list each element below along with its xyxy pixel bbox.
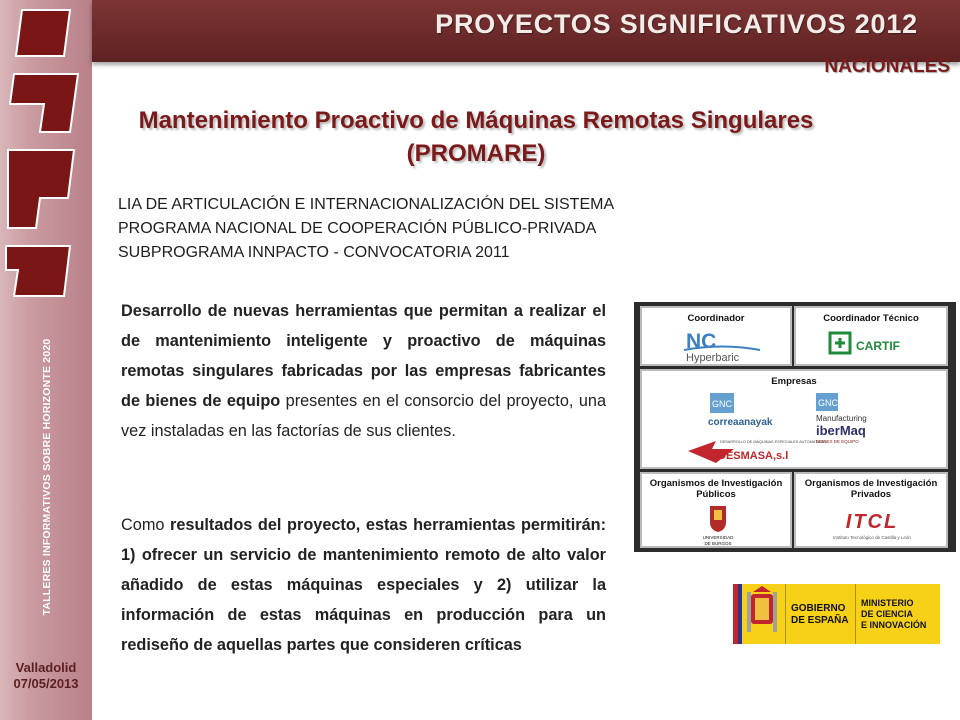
header-title: PROYECTOS SIGNIFICATIVOS 2012 [435, 9, 918, 39]
svg-text:NC: NC [686, 330, 717, 353]
public-name-1: UNIVERSIDAD [702, 535, 734, 540]
public-research-box [640, 472, 792, 548]
ubu-crest-icon [700, 504, 736, 546]
project-title-line1: Mantenimiento Proactivo de Máquinas Remotas Singulares [138, 107, 814, 134]
ibermaq-logo [812, 393, 912, 445]
government-logo [733, 584, 940, 644]
ministry-line-1: MINISTERIO [861, 598, 914, 608]
description-bold: resultados del proyecto, estas herramientas permitirán: 1) ofrecer un servicio de mantenimiento remoto de alto valor añadido de estas máquinas especiales y 2) utilizar la información de estas máquinas en producción para un rediseño de aquellas partes que consideren críticas [121, 516, 606, 654]
private-sub: Instituto Tecnológico de Castilla y León [833, 535, 911, 540]
private-label-2: Privados [850, 489, 892, 500]
coordinator-box [640, 306, 792, 366]
company-ibermaq-top: Manufacturing [816, 414, 867, 423]
sidebar-band [0, 0, 92, 720]
itcl-logo [822, 506, 922, 546]
private-name: ITCL [845, 511, 899, 533]
company-ibermaq: iberMaq [816, 423, 866, 438]
ministry-line-2: DE CIENCIA [861, 609, 914, 619]
private-label-1: Organismos de Investigación [804, 478, 938, 489]
consortium-panel [634, 302, 956, 552]
company-correaanayak: correaanayak [708, 417, 773, 428]
place-label: Valladolid [15, 660, 77, 675]
sidebar-tagline-wrap [12, 322, 82, 632]
gnc-label: GNC [818, 398, 838, 408]
tech-coordinator-name: CARTIF [856, 339, 900, 353]
ministry-line-3: E INNOVACIÓN [861, 620, 927, 630]
companies-box [640, 369, 948, 469]
private-research-box [794, 472, 948, 548]
companies-label: Empresas [771, 376, 817, 387]
public-name-2: DE BURGOS [704, 541, 732, 546]
coordinator-name: Hyperbaric [686, 352, 740, 364]
program-line: LIA DE ARTICULACIÓN E INTERNACIONALIZACIÓN DEL SISTEMA [118, 196, 615, 213]
public-label-1: Organismos de Investigación [649, 478, 783, 489]
gov-line-2: DE ESPAÑA [791, 615, 849, 626]
description-bold: Desarrollo de nuevas herramientas que permitan a realizar el de mantenimiento inteligente y proactivo de máquinas remotas singulares fabricadas por las empresas fabricantes de bienes de equipo [121, 302, 606, 410]
date-label: 07/05/2013 [13, 676, 79, 691]
cartif-logo [826, 328, 926, 362]
project-title [92, 104, 860, 170]
company-desmasa-tag: DESARROLLO DE MÁQUINAS ESPECIALES AUTOMÁTICAS [720, 440, 827, 444]
gov-line-1: GOBIERNO [791, 603, 846, 614]
correaanayak-logo [702, 393, 782, 431]
program-line: SUBPROGRAMA INNPACTO - CONVOCATORIA 2011 [118, 244, 510, 261]
project-title-line2: (PROMARE) [406, 140, 546, 167]
description-paragraph-2 [121, 510, 606, 660]
company-desmasa: DESMASA,s.l [718, 450, 789, 462]
desmasa-logo [686, 435, 827, 467]
company-ibermaq-tag: BIENES DE EQUIPO [816, 439, 859, 444]
program-info [118, 193, 798, 265]
place-date [0, 660, 92, 692]
gnc-label: GNC [712, 399, 732, 409]
coordinator-label: Coordinador [687, 313, 745, 324]
description-text: presentes en el consorcio del proyecto, una vez instaladas en las factorías de sus clientes. [121, 392, 606, 440]
header-subtitle: NACIONALES [824, 56, 950, 77]
tech-coordinator-label: Coordinador Técnico [823, 313, 919, 324]
sidebar-tagline: TALLERES INFORMATIVOS SOBRE HORIZONTE 2020 [41, 338, 53, 616]
tech-coordinator-box [794, 306, 948, 366]
header-bar [92, 0, 960, 62]
public-label-2: Públicos [696, 489, 736, 500]
description-paragraph-1 [121, 296, 606, 446]
itcl-vertical-logo [0, 0, 92, 330]
hyperbaric-logo [682, 328, 762, 364]
description-text: Como [121, 516, 171, 534]
program-line: PROGRAMA NACIONAL DE COOPERACIÓN PÚBLICO-PRIVADA [118, 220, 597, 237]
